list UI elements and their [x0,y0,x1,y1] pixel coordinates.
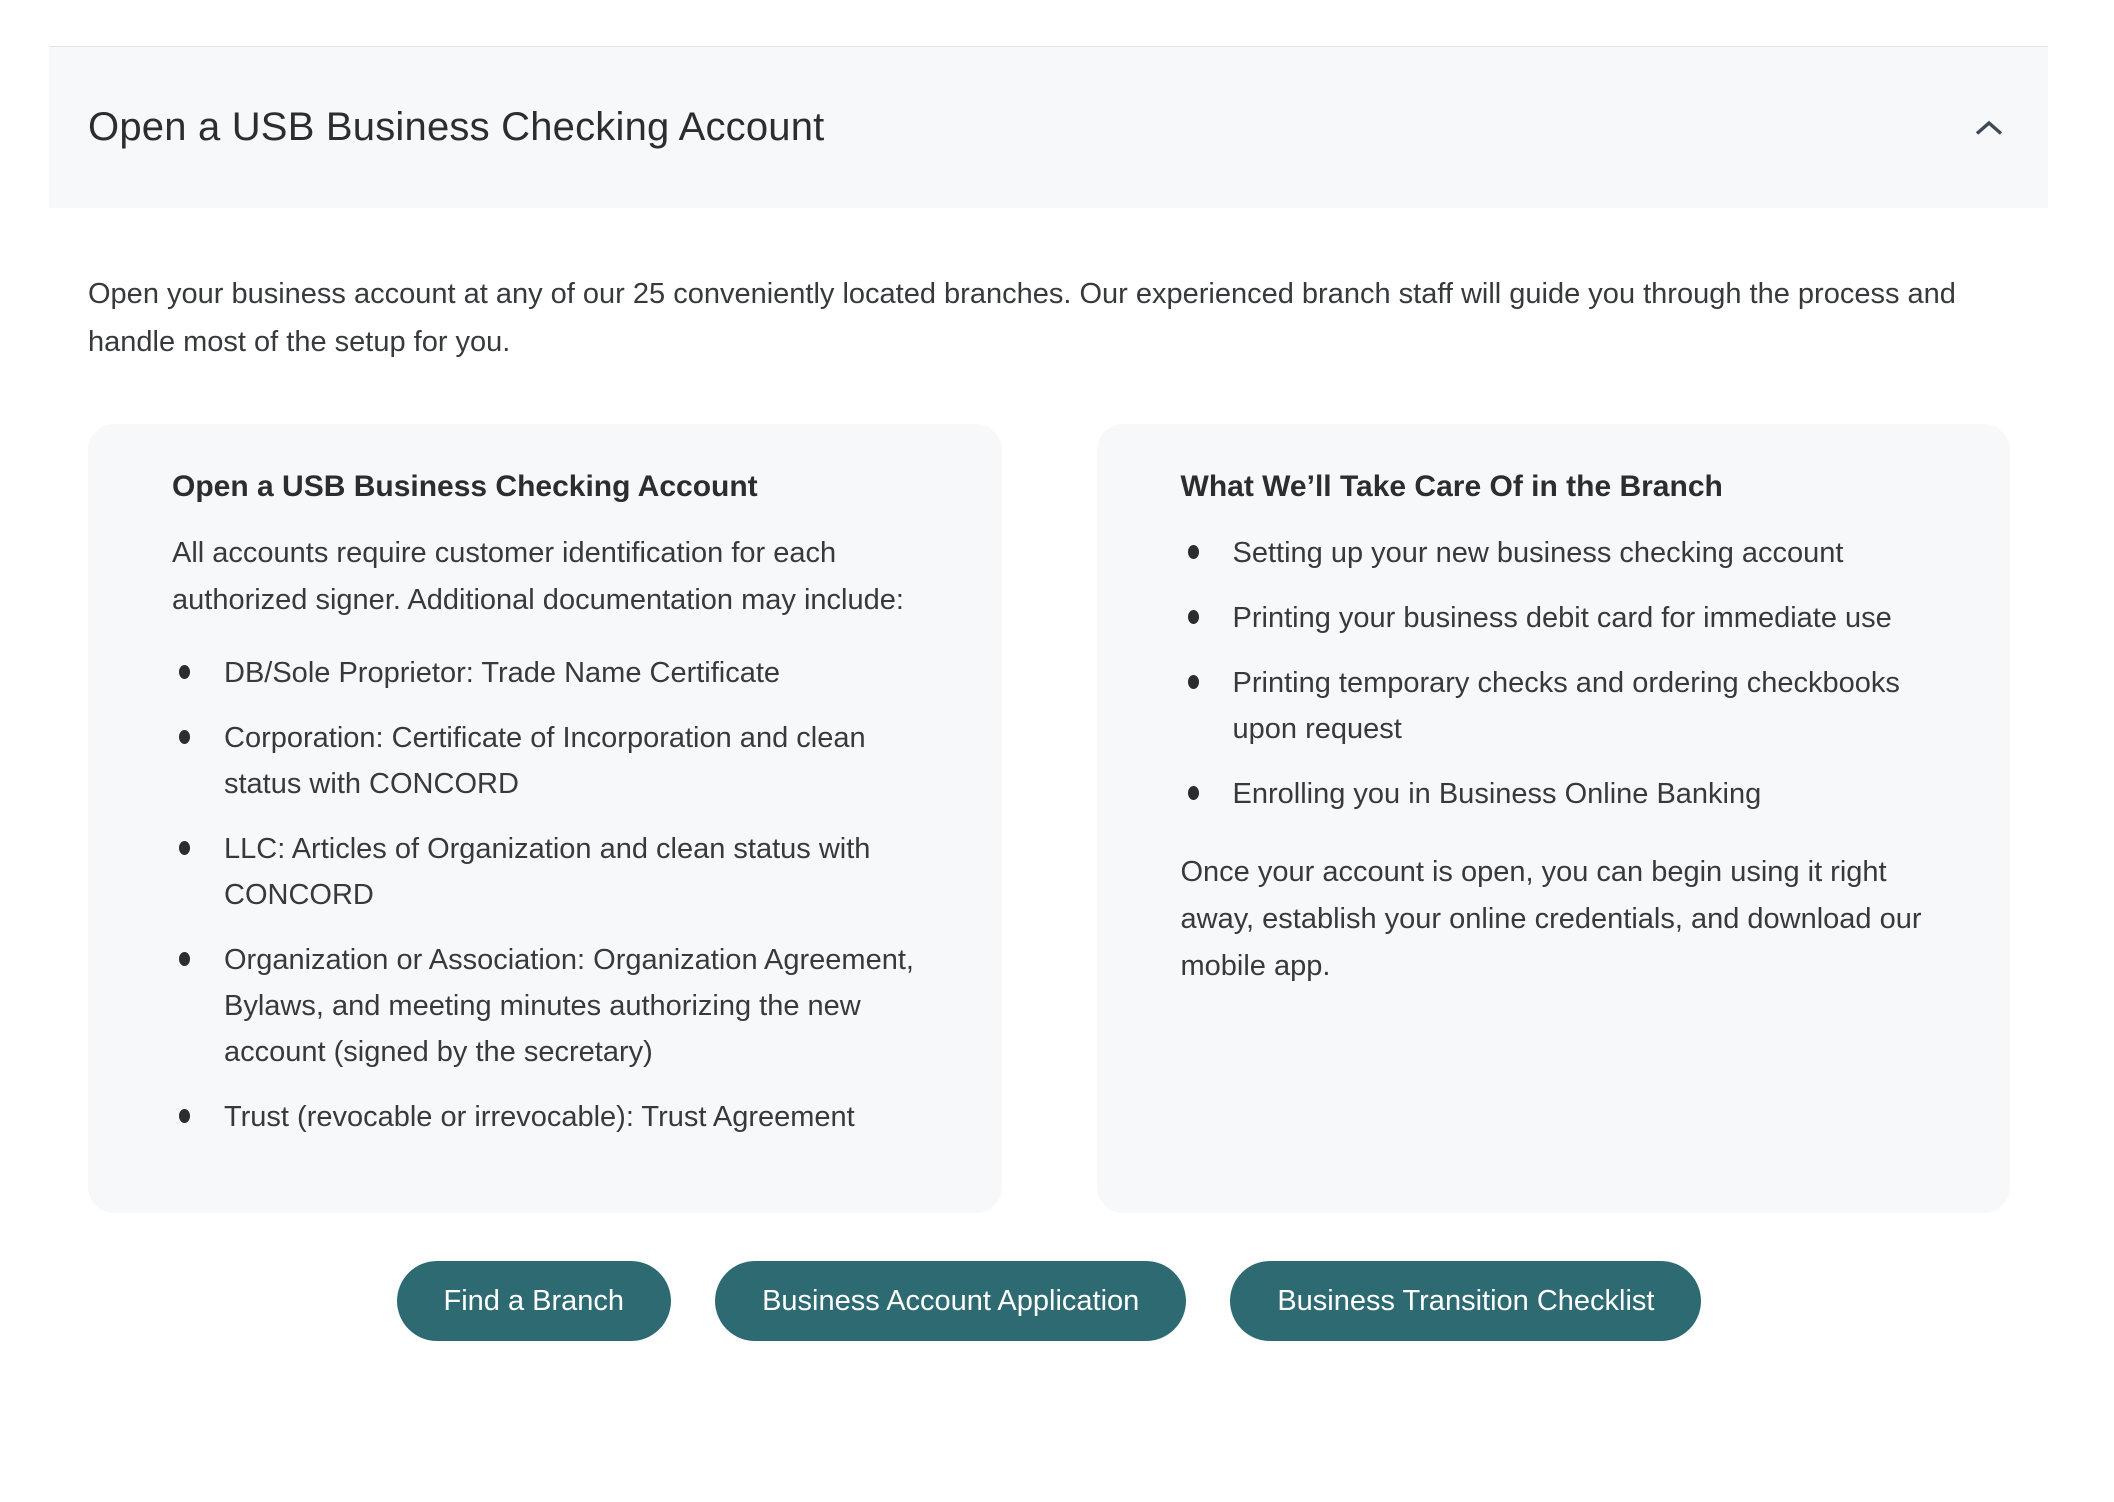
card-footer-text: Once your account is open, you can begin using it right away, establish your online credentials, and download our mobile app. [1180,856,1922,982]
list-item: Trust (revocable or irrevocable): Trust Agreement [172,1094,924,1140]
action-button-row [88,1261,2010,1341]
accordion-header[interactable] [49,46,2048,208]
list-item: Printing temporary checks and ordering checkbooks upon request [1181,660,1933,752]
collapse-section-button[interactable] [1968,113,2010,143]
list-item: Printing your business debit card for immediate use [1181,595,1933,641]
branch-services-list [1181,530,1933,817]
card-branch-services [1097,424,2011,1213]
chevron-up-icon [1974,119,2004,137]
intro-paragraph: Open your business account at any of our 25 conveniently located branches. Our experienced branch staff will guide you through the process and handle most of the setup for you. [88,278,1956,358]
find-a-branch-button[interactable]: Find a Branch [397,1261,672,1341]
list-item: DB/Sole Proprietor: Trade Name Certificate [172,650,924,696]
accordion-title: Open a USB Business Checking Account [88,105,825,149]
list-item: Organization or Association: Organization Agreement, Bylaws, and meeting minutes authorizing the new account (signed by the secretary) [172,937,924,1075]
list-item: Setting up your new business checking account [1181,530,1933,576]
business-transition-checklist-button[interactable]: Business Transition Checklist [1230,1261,1701,1341]
info-cards-row [88,424,2010,1213]
requirements-list [172,650,924,1140]
card-account-requirements [88,424,1002,1213]
list-item: LLC: Articles of Organization and clean status with CONCORD [172,826,924,918]
card-heading: Open a USB Business Checking Account [172,470,758,503]
card-heading: What We’ll Take Care Of in the Branch [1180,470,1723,503]
business-account-application-button[interactable]: Business Account Application [715,1261,1186,1341]
card-lead-text: All accounts require customer identification for each authorized signer. Additional documentation may include: [172,537,904,616]
list-item: Corporation: Certificate of Incorporation and clean status with CONCORD [172,715,924,807]
accordion-panel [88,270,2010,1341]
list-item: Enrolling you in Business Online Banking [1181,771,1933,817]
